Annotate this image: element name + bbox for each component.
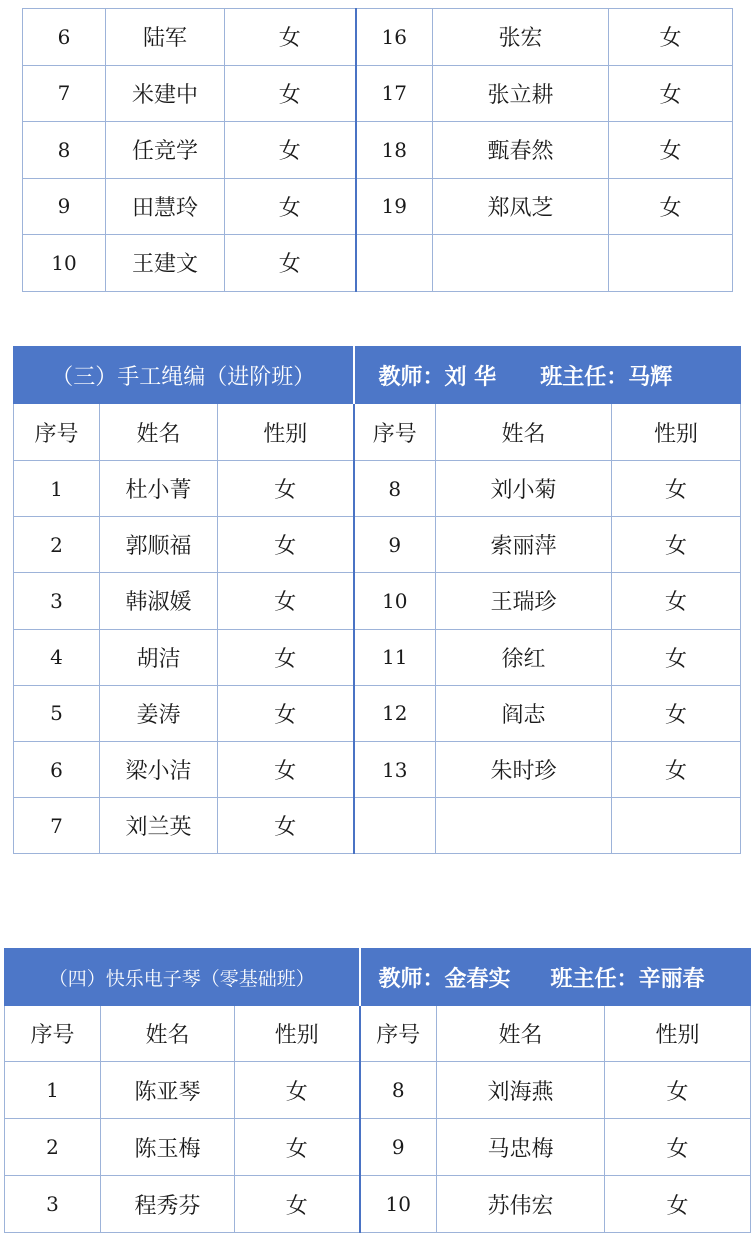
table-title-row xyxy=(14,347,741,404)
table-row xyxy=(5,1119,751,1176)
cell-right-no xyxy=(354,798,436,854)
cell-right-name: 朱时珍 xyxy=(436,741,612,797)
cell-right-no: 9 xyxy=(354,517,436,573)
cell-left-gender: 女 xyxy=(235,1119,360,1176)
cell-right-no: 17 xyxy=(356,65,433,122)
cell-left-gender: 女 xyxy=(225,235,356,292)
cell-left-no: 6 xyxy=(23,9,106,66)
cell-left-gender: 女 xyxy=(235,1062,360,1119)
cell-left-no: 6 xyxy=(14,741,100,797)
cell-right-gender: 女 xyxy=(609,122,733,179)
teacher-label: 教师：金春实 xyxy=(378,966,511,992)
head-teacher-label: 班主任：马辉 xyxy=(540,364,673,390)
cell-right-gender: 女 xyxy=(605,1062,751,1119)
header-name: 姓名 xyxy=(437,1006,605,1062)
table-body xyxy=(5,949,751,1062)
cell-left-no: 9 xyxy=(23,178,106,235)
cell-right-name: 刘小菊 xyxy=(436,461,612,517)
cell-right-gender: 女 xyxy=(612,517,741,573)
table-row xyxy=(23,65,733,122)
cell-right-no: 9 xyxy=(360,1119,437,1176)
cell-right-name: 苏伟宏 xyxy=(437,1176,605,1233)
header-name: 姓名 xyxy=(101,1006,235,1062)
cell-left-name: 韩淑媛 xyxy=(100,573,218,629)
cell-left-gender: 女 xyxy=(218,573,354,629)
cell-left-no: 3 xyxy=(5,1176,101,1233)
header-name: 姓名 xyxy=(436,404,612,461)
cell-left-name: 米建中 xyxy=(106,65,225,122)
table-row xyxy=(14,517,741,573)
class-roster-table-4 xyxy=(4,948,751,1233)
cell-left-gender: 女 xyxy=(235,1176,360,1233)
cell-right-name: 张立耕 xyxy=(433,65,609,122)
cell-left-no: 7 xyxy=(23,65,106,122)
cell-left-name: 陈亚琴 xyxy=(101,1062,235,1119)
class-roster-table-2-continued xyxy=(22,8,733,292)
cell-right-gender: 女 xyxy=(605,1119,751,1176)
table-row xyxy=(5,1176,751,1233)
cell-left-name: 田慧玲 xyxy=(106,178,225,235)
cell-left-no: 8 xyxy=(23,122,106,179)
cell-left-gender: 女 xyxy=(225,9,356,66)
cell-right-no: 11 xyxy=(354,629,436,685)
table-header-row xyxy=(5,1006,751,1062)
cell-right-no: 10 xyxy=(354,573,436,629)
cell-left-no: 1 xyxy=(5,1062,101,1119)
cell-left-name: 梁小洁 xyxy=(100,741,218,797)
table-header-row xyxy=(14,404,741,461)
header-gender: 性别 xyxy=(218,404,354,461)
table-row xyxy=(14,685,741,741)
cell-right-name: 阎志 xyxy=(436,685,612,741)
table-row xyxy=(23,122,733,179)
cell-left-gender: 女 xyxy=(218,798,354,854)
cell-left-no: 4 xyxy=(14,629,100,685)
cell-left-no: 10 xyxy=(23,235,106,292)
cell-right-gender: 女 xyxy=(612,685,741,741)
header-gender: 性别 xyxy=(235,1006,360,1062)
cell-right-name: 马忠梅 xyxy=(437,1119,605,1176)
cell-left-name: 杜小菁 xyxy=(100,461,218,517)
cell-right-no: 10 xyxy=(360,1176,437,1233)
table-row xyxy=(14,573,741,629)
table-row xyxy=(23,9,733,66)
cell-right-gender: 女 xyxy=(609,178,733,235)
cell-left-name: 姜涛 xyxy=(100,685,218,741)
cell-right-no: 13 xyxy=(354,741,436,797)
table-row xyxy=(14,798,741,854)
cell-left-no: 7 xyxy=(14,798,100,854)
table-row xyxy=(14,629,741,685)
cell-right-gender: 女 xyxy=(612,629,741,685)
cell-right-name xyxy=(433,235,609,292)
cell-left-name: 陆军 xyxy=(106,9,225,66)
cell-left-gender: 女 xyxy=(218,517,354,573)
cell-right-gender: 女 xyxy=(605,1176,751,1233)
header-no: 序号 xyxy=(360,1006,437,1062)
class-roster-table-3 xyxy=(13,346,741,854)
cell-left-no: 5 xyxy=(14,685,100,741)
table-title-row xyxy=(5,949,751,1006)
cell-left-name: 王建文 xyxy=(106,235,225,292)
cell-right-gender xyxy=(609,235,733,292)
cell-right-no: 12 xyxy=(354,685,436,741)
cell-left-name: 陈玉梅 xyxy=(101,1119,235,1176)
table-body-rows xyxy=(14,461,741,854)
header-name: 姓名 xyxy=(100,404,218,461)
cell-left-name: 刘兰英 xyxy=(100,798,218,854)
cell-right-no: 16 xyxy=(356,9,433,66)
table-row xyxy=(5,1062,751,1119)
teacher-label: 教师：刘 华 xyxy=(378,364,497,390)
cell-left-gender: 女 xyxy=(218,741,354,797)
cell-left-gender: 女 xyxy=(225,178,356,235)
class-title: （四）快乐电子琴（零基础班） xyxy=(5,949,360,1006)
header-gender: 性别 xyxy=(612,404,741,461)
cell-left-name: 郭顺福 xyxy=(100,517,218,573)
table-body xyxy=(14,347,741,461)
cell-right-no xyxy=(356,235,433,292)
cell-right-no: 18 xyxy=(356,122,433,179)
header-no: 序号 xyxy=(354,404,436,461)
table-row xyxy=(14,461,741,517)
cell-right-gender: 女 xyxy=(609,65,733,122)
cell-right-gender: 女 xyxy=(609,9,733,66)
cell-left-no: 2 xyxy=(14,517,100,573)
table-row xyxy=(23,178,733,235)
cell-left-gender: 女 xyxy=(218,461,354,517)
cell-left-name: 任竞学 xyxy=(106,122,225,179)
cell-right-gender: 女 xyxy=(612,461,741,517)
cell-right-gender: 女 xyxy=(612,741,741,797)
cell-left-name: 程秀芬 xyxy=(101,1176,235,1233)
cell-right-no: 19 xyxy=(356,178,433,235)
head-teacher-label: 班主任：辛丽春 xyxy=(550,966,705,992)
cell-right-name: 王瑞珍 xyxy=(436,573,612,629)
header-no: 序号 xyxy=(14,404,100,461)
cell-right-no: 8 xyxy=(354,461,436,517)
cell-left-no: 3 xyxy=(14,573,100,629)
cell-right-no: 8 xyxy=(360,1062,437,1119)
cell-right-name: 甄春然 xyxy=(433,122,609,179)
cell-left-gender: 女 xyxy=(225,65,356,122)
class-staff xyxy=(360,949,751,1006)
cell-left-name: 胡洁 xyxy=(100,629,218,685)
cell-left-gender: 女 xyxy=(225,122,356,179)
cell-right-name xyxy=(436,798,612,854)
cell-left-no: 2 xyxy=(5,1119,101,1176)
cell-right-name: 刘海燕 xyxy=(437,1062,605,1119)
cell-left-gender: 女 xyxy=(218,685,354,741)
table-body xyxy=(23,9,733,292)
cell-right-name: 索丽萍 xyxy=(436,517,612,573)
cell-right-gender: 女 xyxy=(612,573,741,629)
cell-right-name: 徐红 xyxy=(436,629,612,685)
header-no: 序号 xyxy=(5,1006,101,1062)
table-body-rows xyxy=(5,1062,751,1233)
cell-left-gender: 女 xyxy=(218,629,354,685)
cell-right-name: 郑凤芝 xyxy=(433,178,609,235)
cell-left-no: 1 xyxy=(14,461,100,517)
cell-right-name: 张宏 xyxy=(433,9,609,66)
class-staff xyxy=(354,347,741,404)
table-row xyxy=(23,235,733,292)
table-row xyxy=(14,741,741,797)
cell-right-gender xyxy=(612,798,741,854)
header-gender: 性别 xyxy=(605,1006,751,1062)
class-title: （三）手工绳编（进阶班） xyxy=(14,347,354,404)
